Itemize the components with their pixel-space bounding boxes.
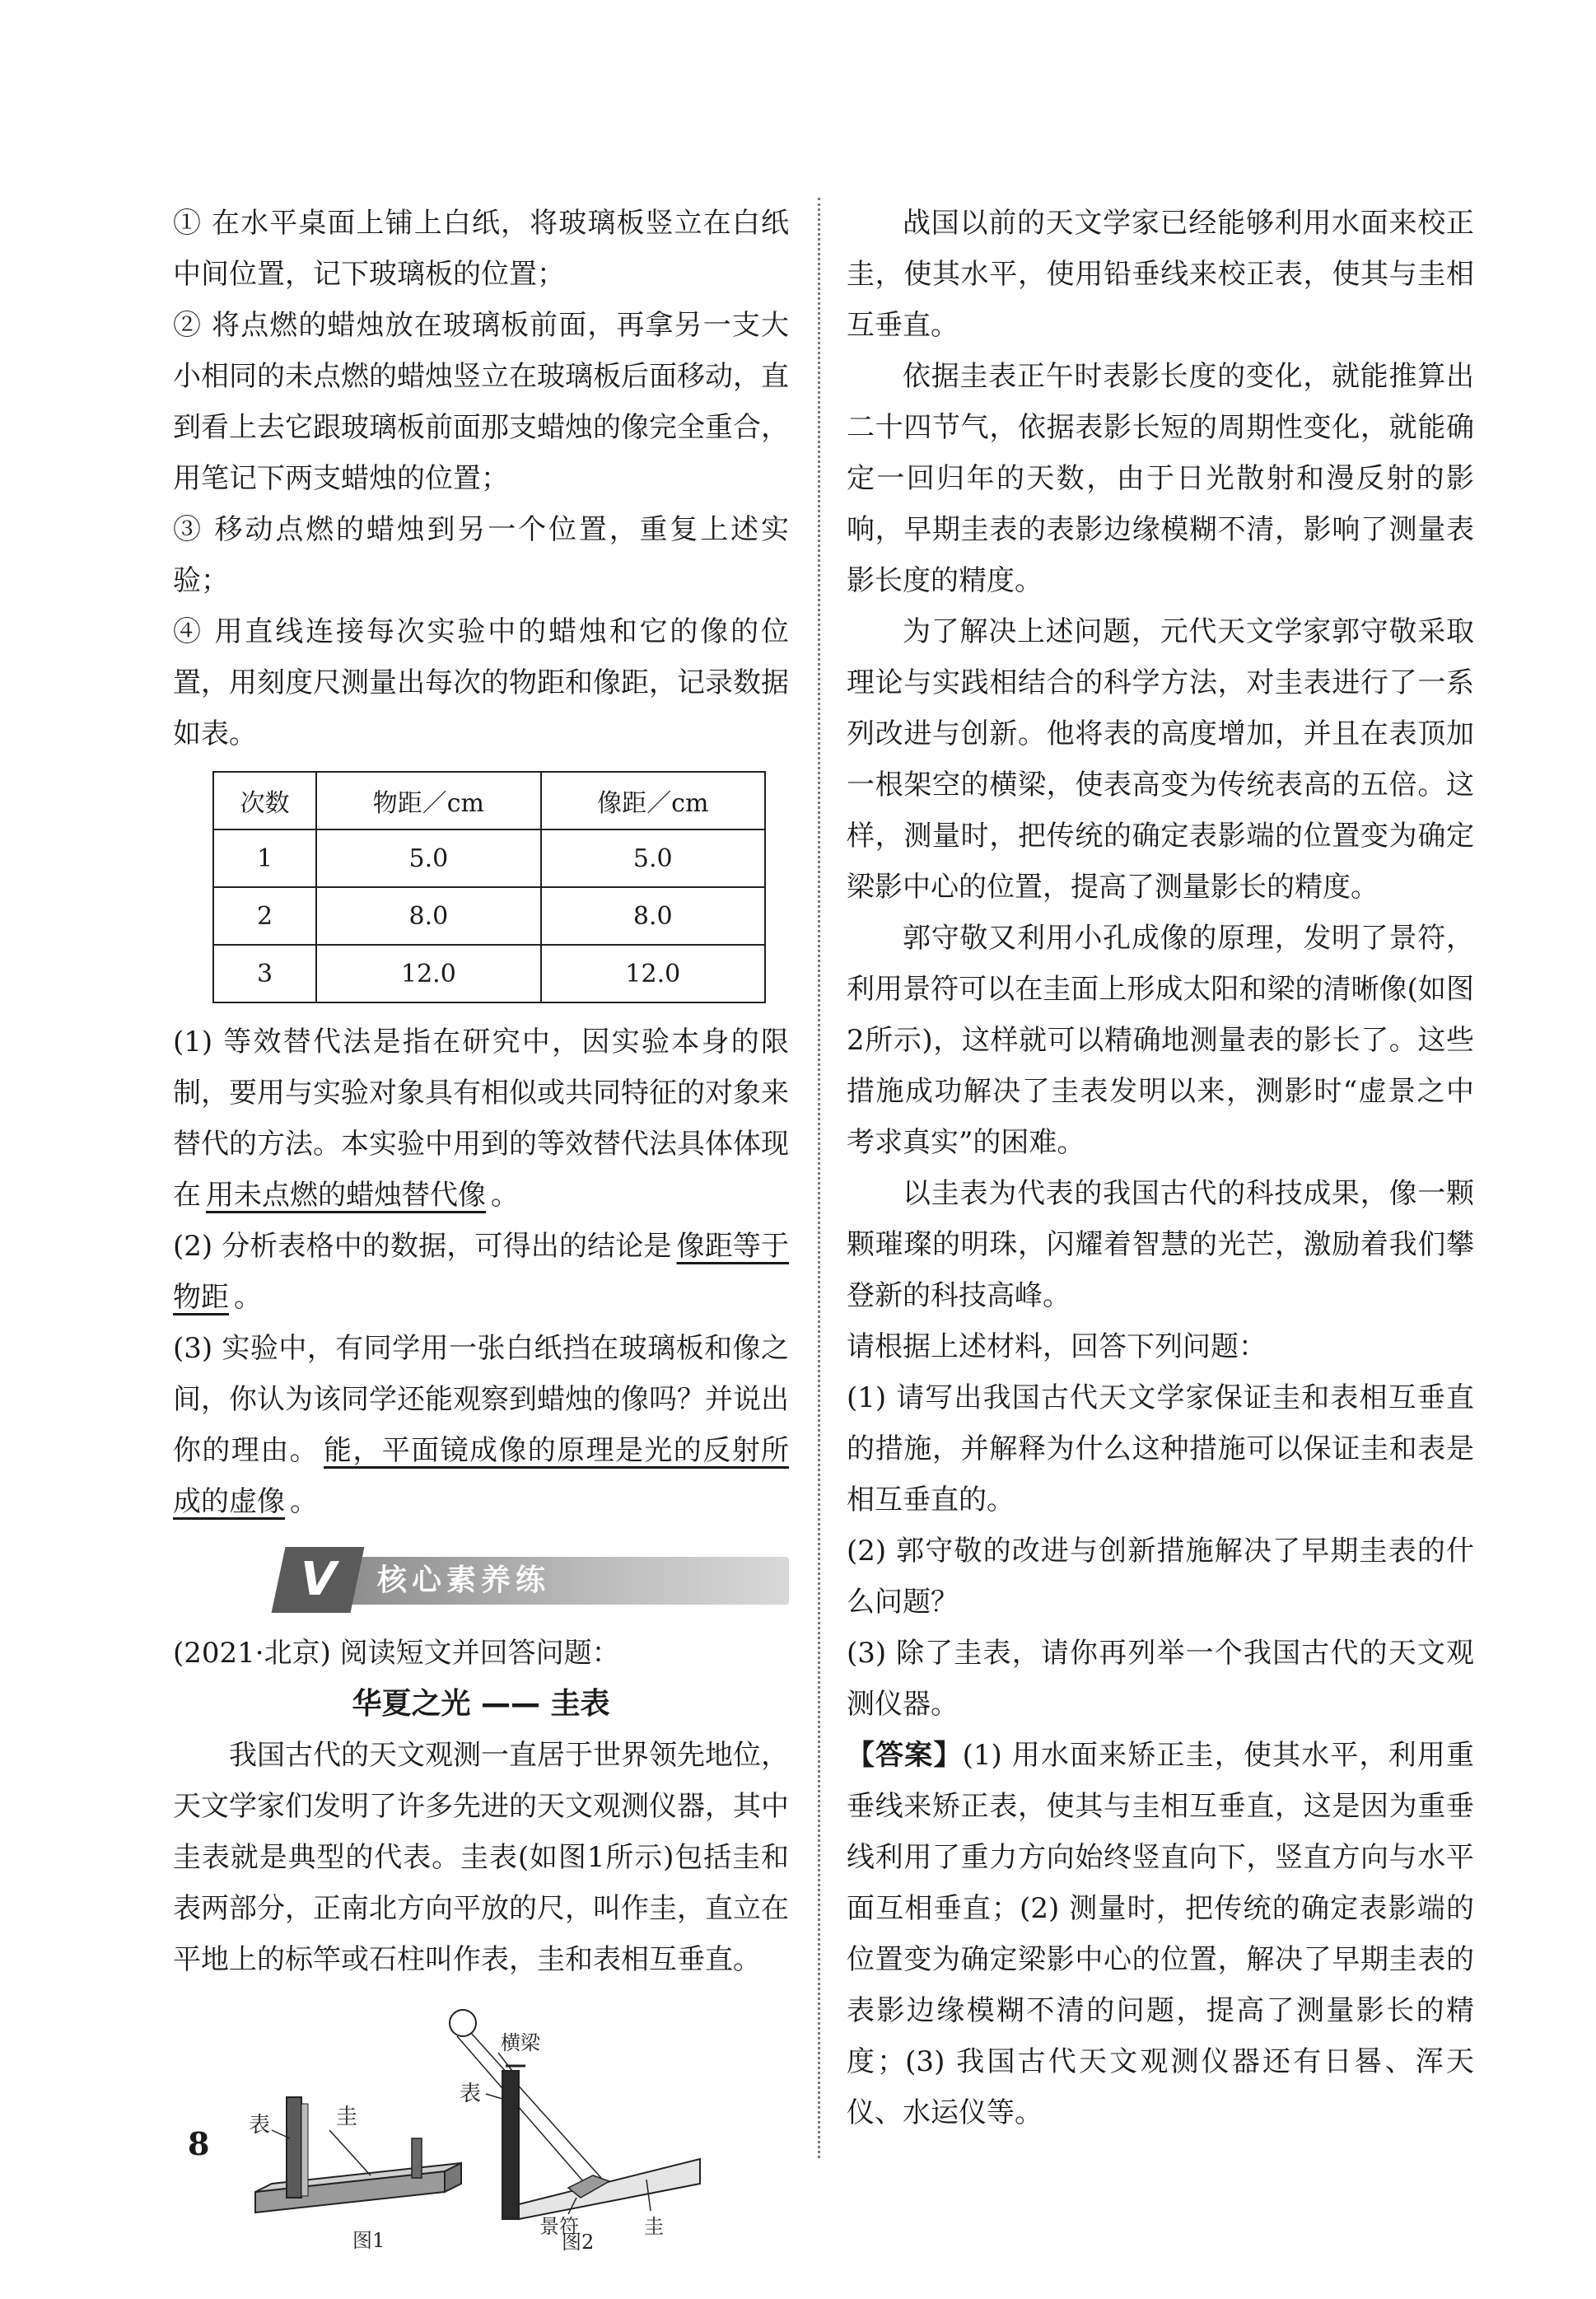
table-row — [213, 945, 765, 1002]
article-intro: (2021·北京) 阅读短文并回答问题： — [173, 1637, 620, 1670]
fig1-label-biao: 表 — [249, 2113, 271, 2138]
table-header: 次数 — [213, 772, 316, 829]
banner-roman-numeral: V — [271, 1547, 364, 1613]
table-cell: 1 — [213, 829, 316, 887]
section-banner — [278, 1547, 805, 1613]
figure-2 — [450, 2010, 700, 2254]
table-cell: 5.0 — [541, 829, 765, 887]
article-question-3: (3) 除了圭表，请你再列举一个我国古代的天文观测仪器。 — [847, 1637, 1474, 1721]
step-4: ④ 用直线连接每次实验中的蜡烛和它的像的位置，用刻度尺测量出每次的物距和像距，记录数据如表。 — [173, 615, 789, 750]
question-2-text: (2) 分析表格中的数据，可得出的结论是 — [173, 1230, 672, 1263]
table-header: 物距／cm — [316, 772, 540, 829]
banner-title: 核心素养练 — [377, 1563, 551, 1597]
table-header-row — [213, 772, 765, 829]
question-1 — [173, 1016, 789, 1221]
question-3-end: 。 — [290, 1485, 318, 1518]
article-question-2: (2) 郭守敬的改进与创新措施解决了早期圭表的什么问题？ — [847, 1535, 1474, 1619]
question-3 — [173, 1323, 789, 1527]
page-number: 8 — [188, 2125, 210, 2162]
article-paragraph-4: 为了解决上述问题，元代天文学家郭守敬采取理论与实践相结合的科学方法，对圭表进行了一系列改进与创新。他将表的高度增加，并且在表顶加一根架空的横梁，使表高变为传统表高的五倍。这样，测量时，把传统的确定表影端的位置变为确定梁影中心的位置，提高了测量影长的精度。 — [847, 615, 1474, 904]
table-cell: 8.0 — [541, 887, 765, 945]
question-1-text: (1) 等效替代法是指在研究中，因实验本身的限制，要用与实验对象具有相似或共同特征的对象来替代的方法。本实验中用到的等效替代法具体体现在 — [173, 1026, 789, 1212]
table-cell: 3 — [213, 945, 316, 1002]
table-cell: 12.0 — [316, 945, 540, 1002]
article-paragraph-2: 战国以前的天文学家已经能够利用水面来校正圭，使其水平，使用铅垂线来校正表，使其与圭相互垂直。 — [847, 207, 1474, 342]
fig2-label-jingfu: 景符 — [539, 2215, 579, 2238]
question-2-end: 。 — [234, 1281, 262, 1314]
question-3-answer: 能，平面镜成像的原理是光的反射所成的虚像 — [173, 1434, 789, 1518]
table-header: 像距／cm — [541, 772, 765, 829]
article-paragraph-6: 以圭表为代表的我国古代的科技成果，像一颗颗璀璨的明珠，闪耀着智慧的光芒，激励着我们攀登新的科技高峰。 — [847, 1177, 1474, 1312]
answer-text: (1) 用水面来矫正圭，使其水平，利用重垂线来矫正表，使其与圭相互垂直，这是因为重垂线利用了重力方向始终竖直向下，竖直方向与水平面互相垂直；(2) 测量时，把传统的确定表影端的位置变为确定梁影中心的位置，解决了早期圭表的表影边缘模糊不清的问题，提高了测量影长的精度；(3) 我国古代天文观测仪器还有日晷、浑天仪、水运仪等。 — [847, 1739, 1475, 2129]
step-2: ② 将点燃的蜡烛放在玻璃板前面，再拿另一支大小相同的未点燃的蜡烛竖立在玻璃板后面移动，直到看上去它跟玻璃板前面那支蜡烛的像完全重合，用笔记下两支蜡烛的位置； — [173, 309, 789, 495]
answer-tag: 【答案】 — [847, 1739, 963, 1772]
left-column — [173, 198, 789, 2254]
table-cell: 5.0 — [316, 829, 540, 887]
article-paragraph-3: 依据圭表正午时表影长度的变化，就能推算出二十四节气，依据表影长短的周期性变化，就能确定一回归年的天数，由于日光散射和漫反射的影响，早期圭表的表影边缘模糊不清，影响了测量表影长度的精度。 — [847, 360, 1474, 597]
questions-prompt: 请根据上述材料，回答下列问题： — [847, 1330, 1267, 1363]
data-table — [212, 771, 766, 1003]
article-paragraph-1: 我国古代的天文观测一直居于世界领先地位，天文学家们发明了许多先进的天文观测仪器，其中圭表就是典型的代表。圭表(如图1所示)包括圭和表两部分，正南北方向平放的尺，叫作圭，直立在平地上的标竿或石柱叫作表，圭和表相互垂直。 — [173, 1739, 789, 1976]
article-question-1: (1) 请写出我国古代天文学家保证圭和表相互垂直的措施，并解释为什么这种措施可以保证圭和表是相互垂直的。 — [847, 1381, 1474, 1516]
question-2-answer: 像距等于物距 — [173, 1230, 790, 1314]
step-1: ① 在水平桌面上铺上白纸，将玻璃板竖立在白纸中间位置，记下玻璃板的位置； — [173, 207, 789, 291]
table-row — [213, 829, 765, 887]
fig1-label-gui: 圭 — [336, 2105, 358, 2129]
answer-block — [847, 1730, 1474, 2138]
question-3-text: (3) 实验中，有同学用一张白纸挡在玻璃板和像之间，你认为该同学还能观察到蜡烛的像吗？并说出你的理由。 — [173, 1332, 789, 1467]
fig1-caption: 图1 — [352, 2229, 385, 2252]
figure-1 — [249, 2097, 461, 2252]
fig2-label-hengliang: 横梁 — [501, 2031, 540, 2054]
table-row — [213, 887, 765, 945]
fig2-label-biao: 表 — [460, 2082, 482, 2106]
table-cell: 8.0 — [316, 887, 540, 945]
question-1-answer: 用未点燃的蜡烛替代像 — [206, 1179, 486, 1212]
question-2 — [173, 1221, 789, 1323]
fig2-caption: 图2 — [562, 2231, 595, 2254]
article-paragraph-5: 郭守敬又利用小孔成像的原理，发明了景符，利用景符可以在圭面上形成太阳和梁的清晰像(如图2所示)，这样就可以精确地测量表的影长了。这些措施成功解决了圭表发明以来，测影时“虚景之中考求真实”的困难。 — [847, 922, 1474, 1159]
table-cell: 12.0 — [541, 945, 765, 1002]
question-1-end: 。 — [491, 1179, 519, 1212]
right-column — [847, 198, 1474, 2138]
table-cell: 2 — [213, 887, 316, 945]
article-title: 华夏之光 —— 圭表 — [352, 1687, 610, 1721]
step-3: ③ 移动点燃的蜡烛到另一个位置，重复上述实验； — [173, 513, 789, 597]
fig2-label-gui: 圭 — [644, 2215, 664, 2238]
figures — [173, 2007, 789, 2254]
gnomon-figures-illustration — [173, 2007, 789, 2254]
column-divider — [818, 198, 820, 2158]
